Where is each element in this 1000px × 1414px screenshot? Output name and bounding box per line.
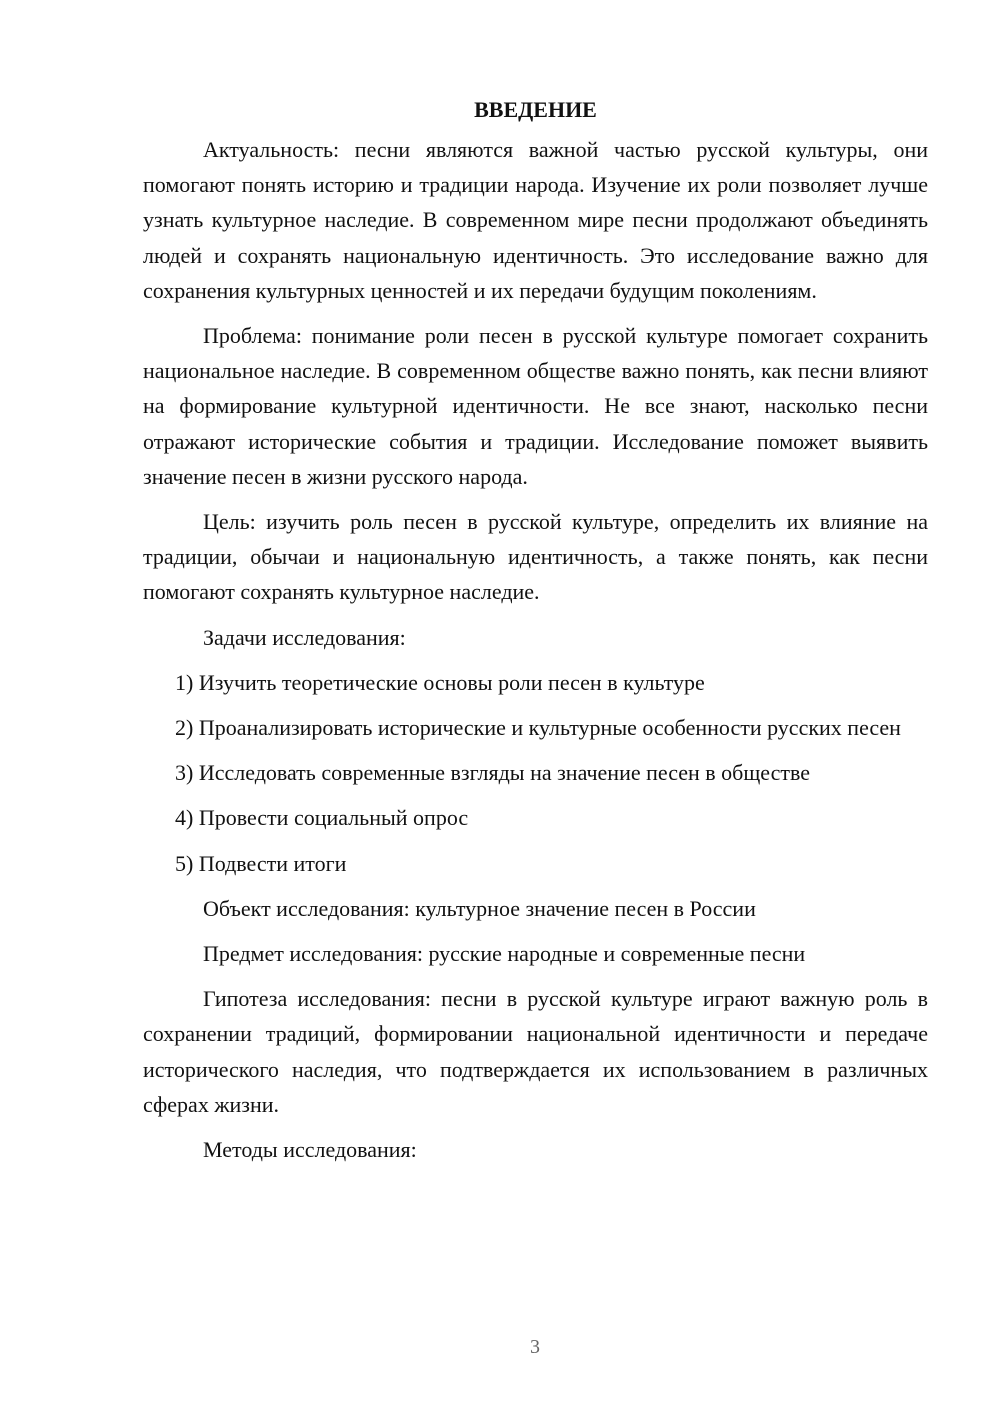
task-item-3: 3) Исследовать современные взгляды на значение песен в обществе [175,760,811,786]
task-item-1: 1) Изучить теоретические основы роли песен в культуре [175,669,705,695]
object-paragraph: Объект исследования: культурное значение песен в России [203,895,756,921]
subject-paragraph: Предмет исследования: русские народные и современные песни [203,941,806,967]
hypothesis-paragraph: Гипотеза исследования: песни в русской культуре играют важную роль в сохранении традиций, формировании национальной идентичности и передаче исторического наследия, что подтверждается их использованием в различных сферах жизни. [143,986,928,1117]
page-number: 3 [530,1336,540,1358]
page-title: ВВЕДЕНИЕ [474,97,597,122]
problem-paragraph: Проблема: понимание роли песен в русской культуре помогает сохранить национальное наследие. В современном обществе важно понять, как песни влияют на формирование культурной идентичности. Не все знают, насколько песни отражают исторические события и традиции. Исследование поможет выявить значение песен в жизни русского народа. [143,323,928,489]
tasks-heading: Задачи исследования: [203,624,406,650]
methods-heading: Методы исследования: [203,1137,417,1163]
relevance-paragraph: Актуальность: песни являются важной частью русской культуры, они помогают понять историю и традиции народа. Изучение их роли позволяет лучше узнать культурное наследие. В современном мире песни продолжают объединять людей и сохранять национальную идентичность. Это исследование важно для сохранения культурных ценностей и их передачи будущим поколениям. [143,137,928,303]
task-item-4: 4) Провести социальный опрос [175,805,469,831]
task-item-5: 5) Подвести итоги [175,850,347,876]
goal-paragraph: Цель: изучить роль песен в русской культуре, определить их влияние на традиции, обычаи и национальную идентичность, а также понять, как песни помогают сохранять культурное наследие. [143,509,928,605]
task-item-2: 2) Проанализировать исторические и культурные особенности русских песен [175,715,901,741]
document-page [143,92,928,1177]
